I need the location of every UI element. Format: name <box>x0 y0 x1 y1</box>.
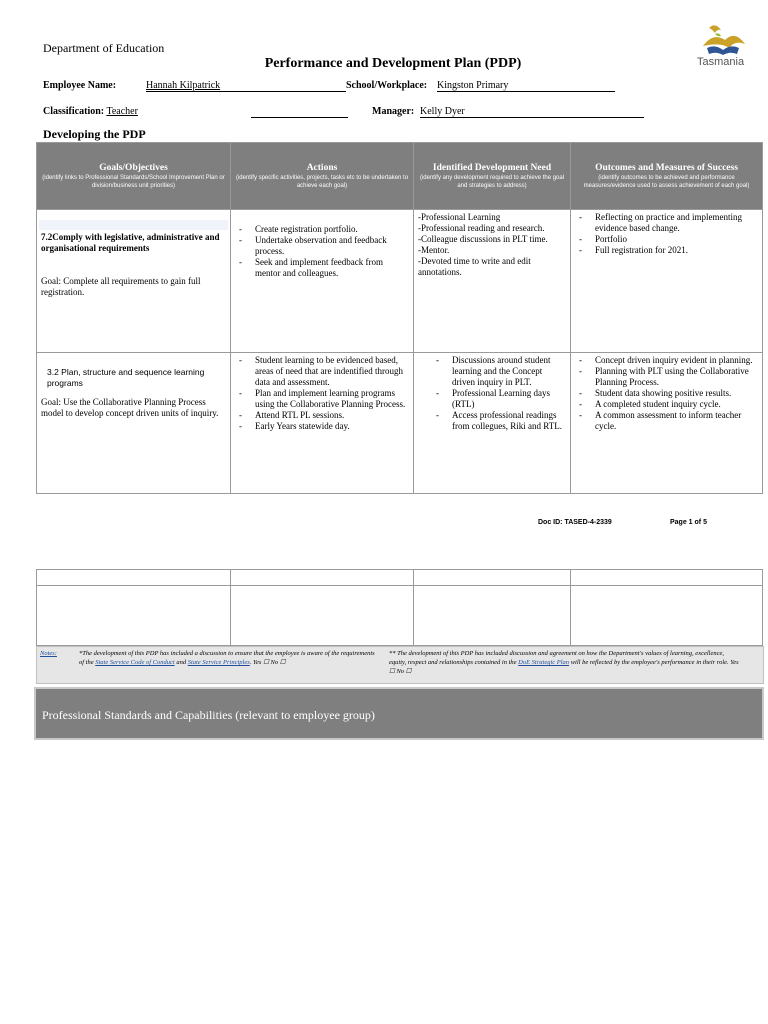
logo-text: Tasmania <box>697 56 745 68</box>
employee-name-row <box>43 80 116 91</box>
employee-name-value: Hannah Kilpatrick <box>146 80 221 91</box>
continuation-table <box>36 569 763 646</box>
list-item: - Student data showing positive results. <box>595 388 758 399</box>
notes-bar <box>36 646 764 684</box>
list-item: -Mentor. <box>418 245 450 255</box>
list-item: - Attend RTL PL sessions. <box>255 410 409 421</box>
list-item: - A common assessment to inform teacher cycle. <box>595 410 758 432</box>
classification-value[interactable]: Teacher <box>106 106 138 117</box>
table-row <box>37 586 763 646</box>
yes-no-checkboxes[interactable]: will be reflected by the employee's performance in their role. Yes ☐ No ☐ <box>389 659 739 675</box>
department-name: Department of Education <box>43 41 165 55</box>
capabilities-heading-bar <box>34 687 764 740</box>
goal-text: Goal: Use the Collaborative Planning Process model to develop concept driven units of inquiry. <box>41 397 219 418</box>
school-value: Kingston Primary <box>437 80 509 91</box>
page-number: Page 1 of 5 <box>670 519 707 526</box>
strategic-plan-link[interactable]: DoE Strategic Plan <box>518 659 570 666</box>
goal-cell[interactable] <box>37 210 231 353</box>
state-service-principles-link[interactable]: State Service Principles <box>187 659 250 666</box>
outcomes-cell[interactable] <box>571 210 763 353</box>
table-row <box>37 353 763 494</box>
actions-cell[interactable] <box>231 353 414 494</box>
blank-cell[interactable] <box>231 570 414 586</box>
yes-no-checkboxes[interactable]: . Yes ☐ No ☐ <box>249 659 286 666</box>
code-of-conduct-link[interactable]: State Service Code of Conduct <box>95 659 175 666</box>
section-heading: Developing the PDP <box>43 127 146 141</box>
needs-cell[interactable] <box>414 210 571 353</box>
table-header-row <box>37 143 763 210</box>
table-row <box>37 570 763 586</box>
outcomes-cell[interactable] <box>571 353 763 494</box>
list-item: - Seek and implement feedback from mentor and colleagues. <box>255 257 409 279</box>
header-actions: Actions (identify specific activities, projects, tasks etc to be undertaken to achieve each goal) <box>231 143 414 210</box>
actions-cell[interactable] <box>231 210 414 353</box>
list-item: - Planning with PLT using the Collaborative Planning Process. <box>595 366 758 388</box>
list-item: - Full registration for 2021. <box>595 245 758 256</box>
list-item: - Reflecting on practice and implementing evidence based change. <box>595 212 758 234</box>
pdp-table <box>36 142 763 494</box>
goal-cell[interactable] <box>37 353 231 494</box>
list-item: -Professional Learning <box>418 212 501 222</box>
classification-line <box>251 117 348 118</box>
list-item: - Access professional readings from collegues, Riki and RTL. <box>452 410 566 432</box>
table-row <box>37 210 763 353</box>
blank-cell[interactable] <box>414 570 571 586</box>
manager-value: Kelly Dyer <box>420 106 465 117</box>
header-outcomes: Outcomes and Measures of Success (identify outcomes to be achieved and performance measures/evidence used to assess achievement of each goal) <box>571 143 763 210</box>
doc-id: Doc ID: TASED-4-2339 <box>538 519 612 526</box>
school-row <box>346 80 427 91</box>
list-item: - Student learning to be evidenced based, areas of need that are indentified through data and assessment. <box>255 355 409 388</box>
needs-cell[interactable] <box>414 353 571 494</box>
list-item: - Discussions around student learning and the Concept driven inquiry in PLT. <box>452 355 566 388</box>
school-label: School/Workplace: <box>346 80 428 91</box>
capabilities-heading: Professional Standards and Capabilities (relevant to employee group) <box>42 708 375 722</box>
blank-cell[interactable] <box>231 586 414 646</box>
employee-name-field[interactable] <box>146 80 346 92</box>
notes-label: Notes: <box>40 650 57 657</box>
page-title: Performance and Development Plan (PDP) <box>264 56 522 71</box>
notes-left: *The development of this PDP has included a discussion to ensure that the employee is aware of the requirements of the State Service Code of Conduct and State Service Principles. Yes ☐ No ☐ <box>79 650 375 666</box>
list-item: - Undertake observation and feedback process. <box>255 235 409 257</box>
list-item: -Devoted time to write and edit annotations. <box>418 256 531 277</box>
list-item: - Professional Learning days (RTL) <box>452 388 566 410</box>
school-field[interactable] <box>437 80 615 92</box>
blank-cell[interactable] <box>37 586 231 646</box>
goal-title: 3.2 Plan, structure and sequence learning programs <box>47 367 205 388</box>
list-item: - Create registration portfolio. <box>255 224 409 235</box>
employee-name-label: Employee Name: <box>43 80 117 91</box>
list-item: - Early Years statewide day. <box>255 421 409 432</box>
manager-field[interactable] <box>420 106 644 118</box>
list-item: - Concept driven inquiry evident in planning. <box>595 355 758 366</box>
classification-label: Classification: <box>43 106 105 117</box>
notes-right: ** The development of this PDP has included discussion and agreement on how the Department's values of learning, excellence, equity, respect and relationships contained in the DoE Strategic Plan will be reflected by the employee's performance in their role. Yes ☐ No ☐ <box>389 650 739 675</box>
goal-text: Goal: Complete all requirements to gain full registration. <box>41 276 201 297</box>
blank-cell[interactable] <box>571 586 763 646</box>
blank-cell[interactable] <box>414 586 571 646</box>
goal-title: 7.2Comply with legislative, administrative and organisational requirements <box>41 232 220 253</box>
classification-row <box>43 106 138 117</box>
blank-cell[interactable] <box>571 570 763 586</box>
blank-cell[interactable] <box>37 570 231 586</box>
header-goals: Goals/Objectives (identify links to Professional Standards/School Improvement Plan or division/business unit priorities) <box>37 143 231 210</box>
list-item: -Colleague discussions in PLT time. <box>418 234 548 244</box>
manager-label: Manager: <box>372 106 415 117</box>
manager-row <box>372 106 414 117</box>
list-item: - A completed student inquiry cycle. <box>595 399 758 410</box>
list-item: -Professional reading and research. <box>418 223 545 233</box>
list-item: - Portfolio <box>595 234 758 245</box>
list-item: - Plan and implement learning programs using the Collaborative Planning Process. <box>255 388 409 410</box>
header-development-need: Identified Development Need (identify any development required to achieve the goal and strategies to address) <box>414 143 571 210</box>
